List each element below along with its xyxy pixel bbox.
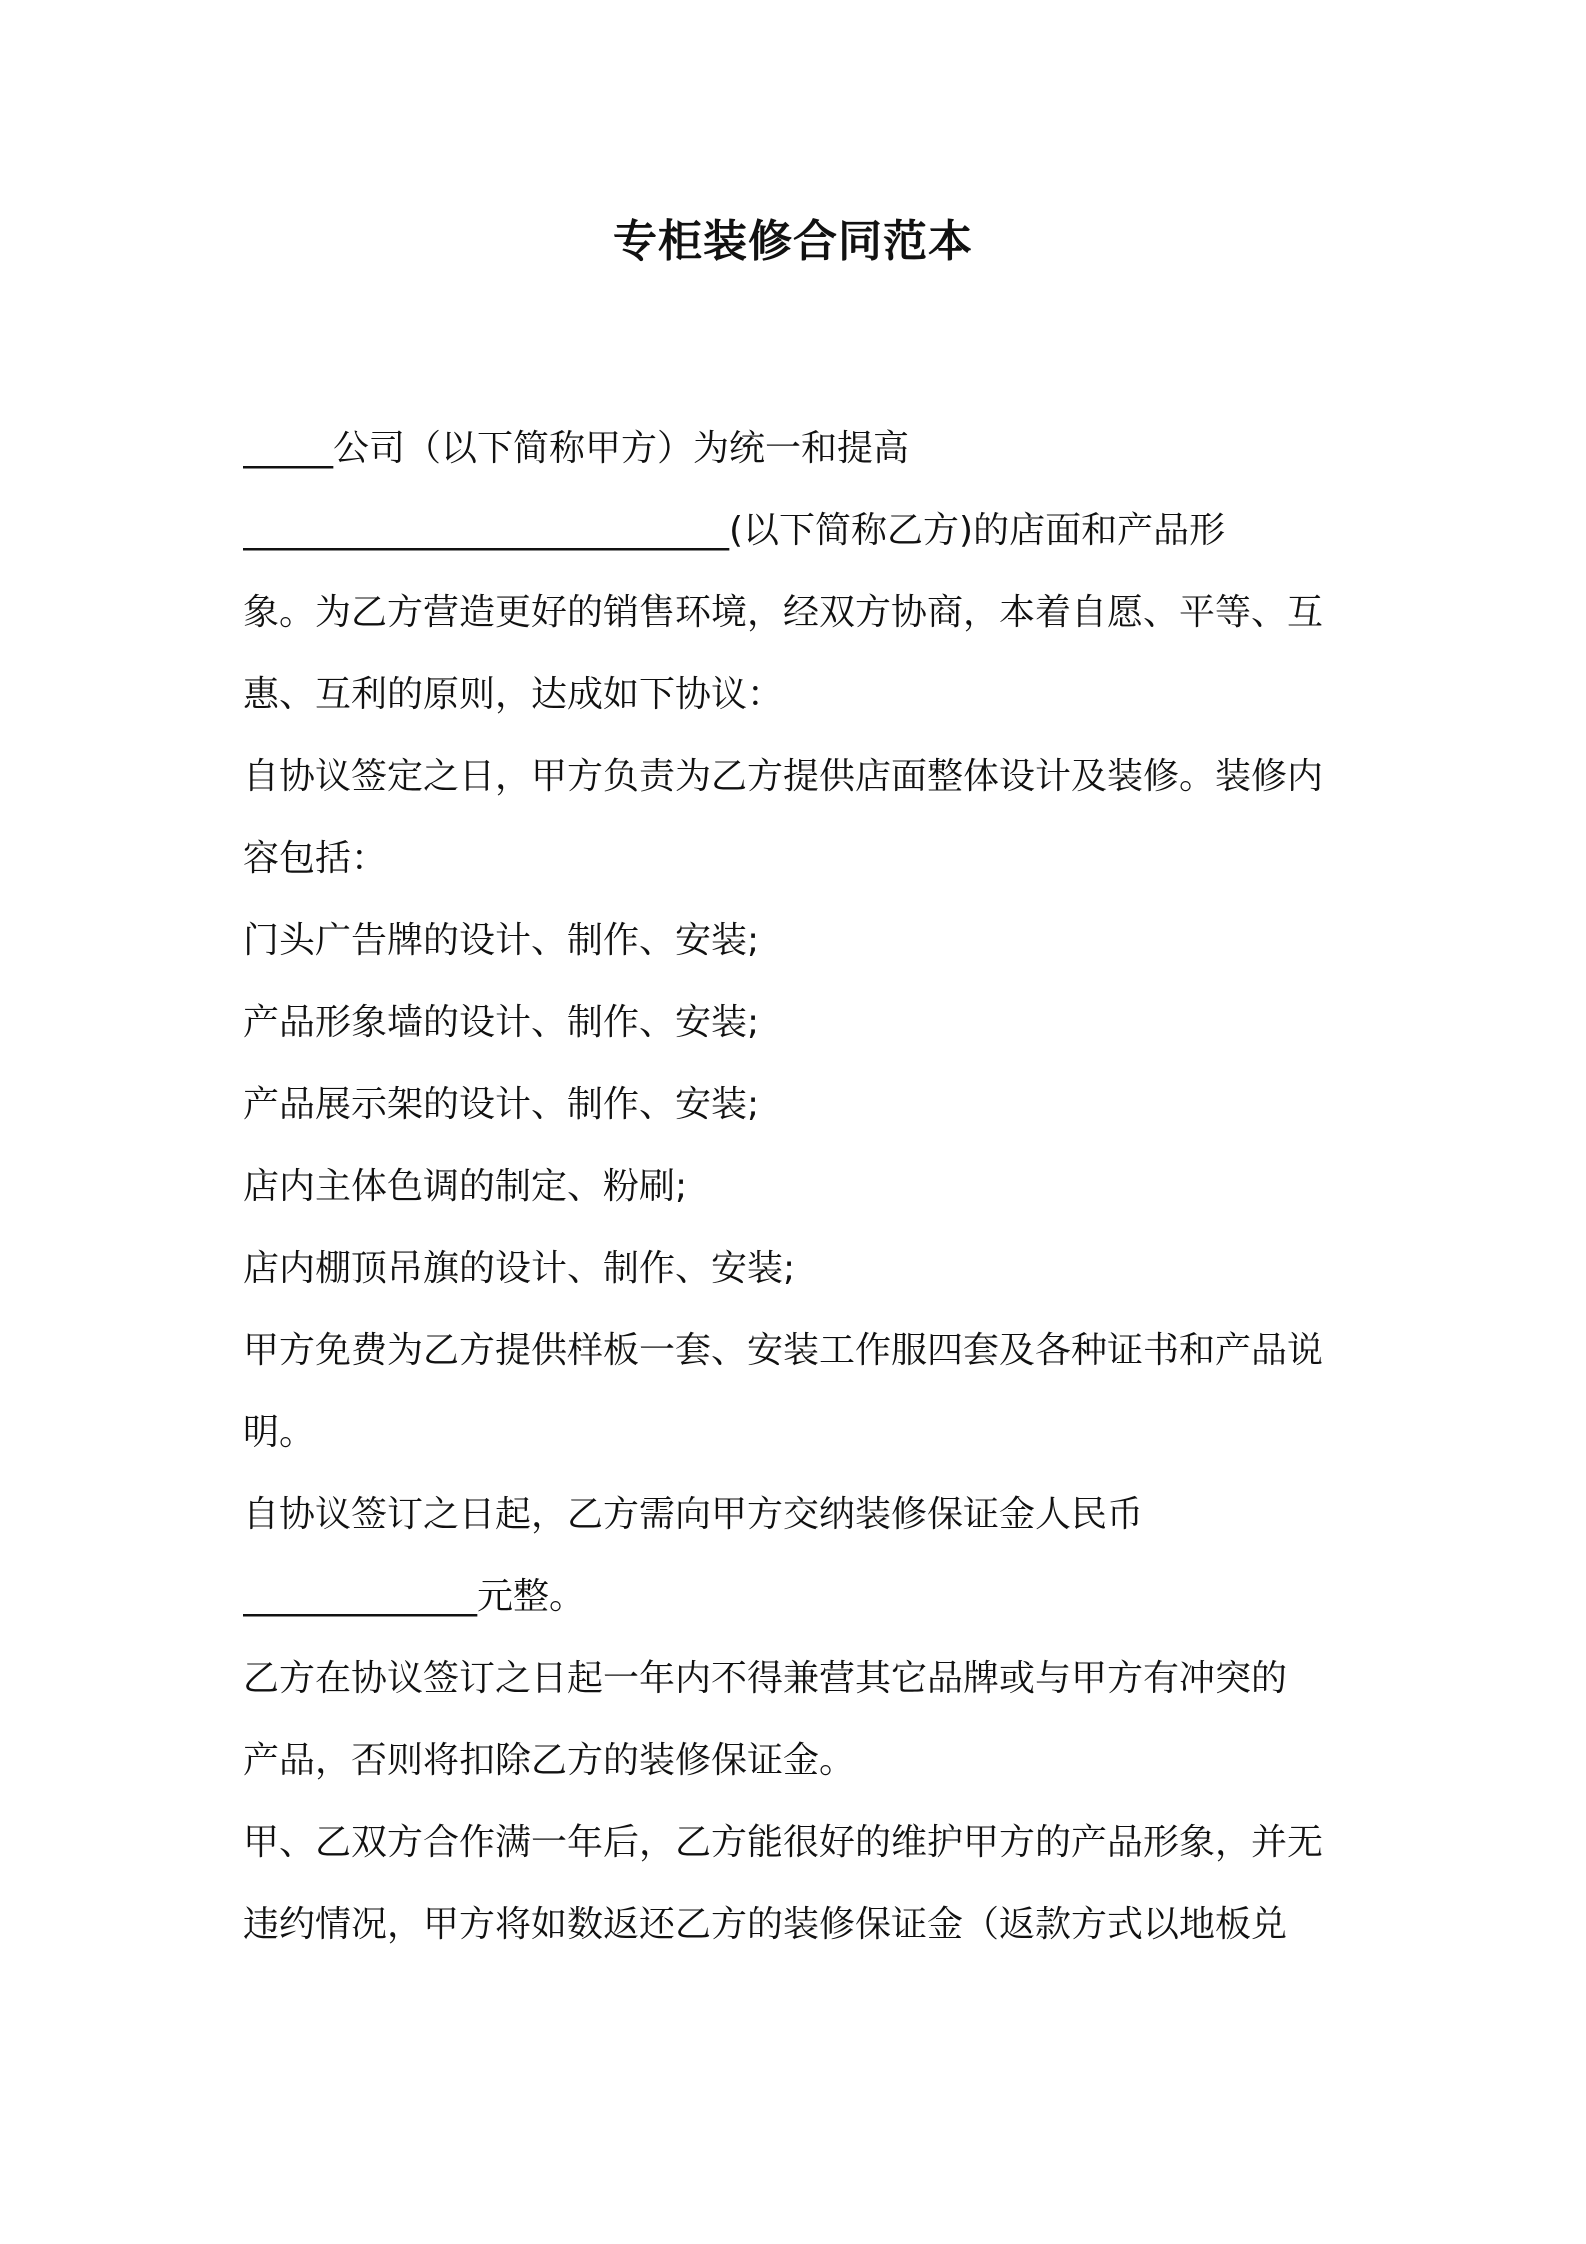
body-line: _____________元整。 [243,1576,586,1617]
body-line: 店内棚顶吊旗的设计、制作、安装; [243,1248,796,1289]
body-line: 违约情况，甲方将如数返还乙方的装修保证金（返款方式以地板兑 [243,1904,1288,1945]
body-line: 甲方免费为乙方提供样板一套、安装工作服四套及各种证书和产品说 [243,1330,1324,1371]
body-line: 乙方在协议签订之日起一年内不得兼营其它品牌或与甲方有冲突的 [243,1658,1288,1699]
document-body [243,408,1363,1966]
body-line: 象。为乙方营造更好的销售环境，经双方协商，本着自愿、平等、互 [243,592,1324,633]
body-line: 自协议签定之日，甲方负责为乙方提供店面整体设计及装修。装修内 [243,756,1324,797]
body-line: 产品展示架的设计、制作、安装; [243,1084,760,1125]
body-line: 明。 [243,1412,316,1453]
body-line: 门头广告牌的设计、制作、安装; [243,920,760,961]
document-title: 专柜装修合同范本 [613,216,973,267]
body-line: ___________________________(以下简称乙方)的店面和产品形 [243,510,1226,551]
body-line: 产品，否则将扣除乙方的装修保证金。 [243,1740,856,1781]
body-line: 店内主体色调的制定、粉刷; [243,1166,688,1207]
body-line: 产品形象墙的设计、制作、安装; [243,1002,760,1043]
body-line: 自协议签订之日起，乙方需向甲方交纳装修保证金人民币 [243,1494,1144,1535]
body-line: _____公司（以下简称甲方）为统一和提高 [243,428,910,469]
body-line: 惠、互利的原则，达成如下协议： [243,674,784,715]
body-line: 甲、乙双方合作满一年后，乙方能很好的维护甲方的产品形象，并无 [243,1822,1324,1863]
body-line: 容包括： [243,838,388,879]
